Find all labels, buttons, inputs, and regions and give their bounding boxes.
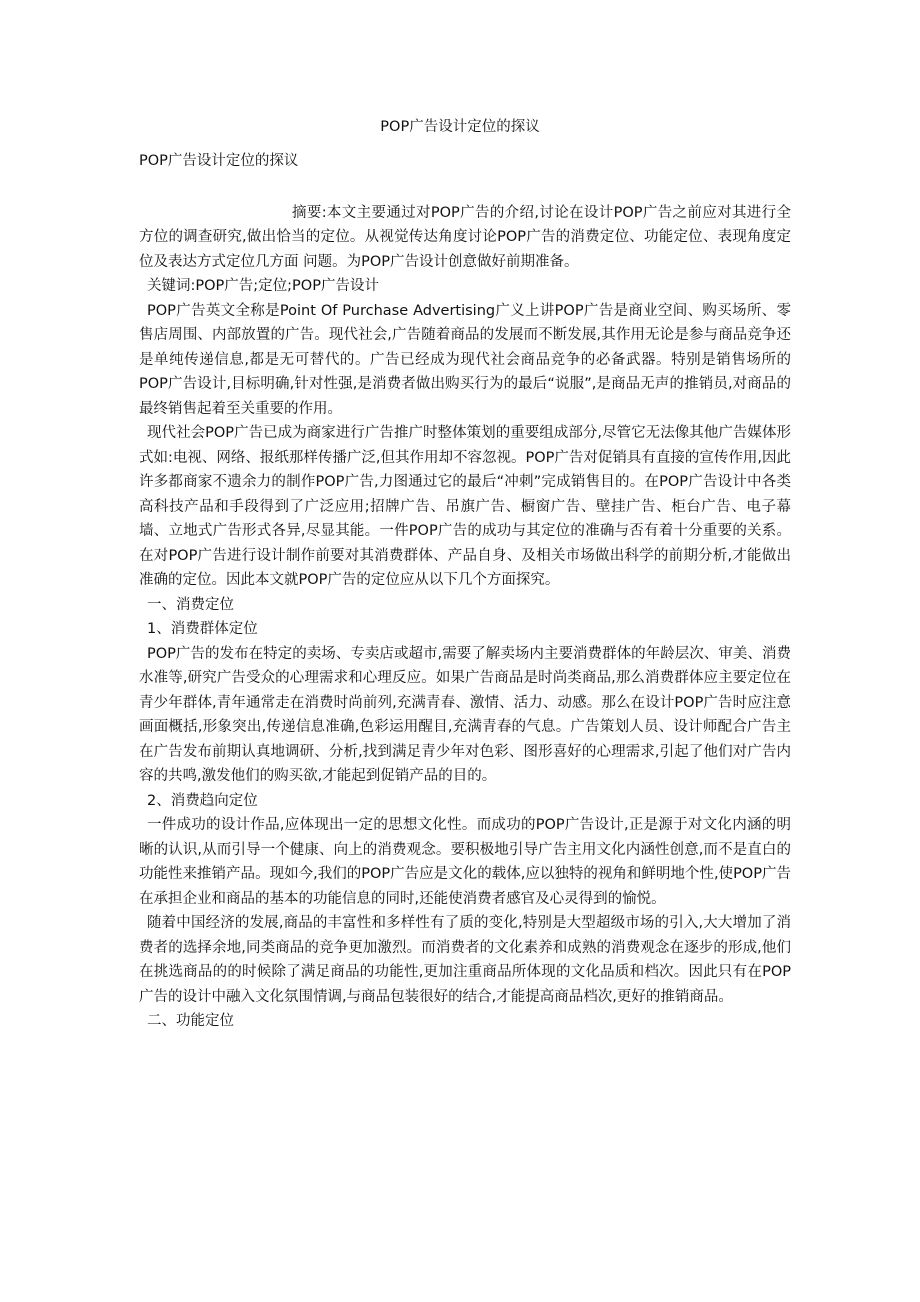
subsection-heading-consumption-trend: 2、消费趋向定位 — [147, 792, 258, 809]
consumption-trend-paragraph: 一件成功的设计作品,应体现出一定的思想文化性。而成功的POP广告设计,正是源于对文化内涵的明晰的认识,从而引导一个健康、向上的消费观念。要积极地引导广告主用文化内涵性创意,而不是直白的功能性来推销产品。现如今,我们的POP广告应是文化的载体,应以独特的视角和鲜明地个性,使POP广告在承担企业和商品的基本的功能信息的同时,还能使消费者感官及心灵得到的愉悦。 — [139, 817, 791, 907]
consumer-group-paragraph: POP广告的发布在特定的卖场、专卖店或超市,需要了解卖场内主要消费群体的年龄层次、审美、消费水准等,研究广告受众的心理需求和心理反应。如果广告商品是时尚类商品,那么消费群体应主要定位在青少年群体,青年通常走在消费时尚前列,充满青春、激情、活力、动感。那么在设计POP广告时应注意画面概括,形象突出,传递信息准确,色彩运用醒目,充满青春的气息。广告策划人员、设计师配合广告主在广告发布前期认真地调研、分析,找到满足青少年对色彩、图形喜好的心理需求,引起了他们对广告内容的共鸣,激发他们的购买欲,才能起到促销产品的目的。 — [139, 645, 791, 784]
document-title: POP广告设计定位的探议 — [380, 119, 540, 135]
abstract-paragraph: 摘要:本文主要通过对POP广告的介绍,讨论在设计POP广告之前应对其进行全方位的调查研究,做出恰当的定位。从视觉传达角度讨论POP广告的消费定位、功能定位、表现角度定位及表达方式定位几方面 问题。为POP广告设计创意做好前期准备。 — [139, 204, 791, 270]
subsection-heading-consumer-group: 1、消费群体定位 — [147, 621, 258, 637]
section-heading-function: 二、功能定位 — [147, 1013, 234, 1029]
document-body — [139, 149, 791, 1034]
economy-development-paragraph: 随着中国经济的发展,商品的丰富性和多样性有了质的变化,特别是大型超级市场的引入,大大增加了消费者的选择余地,同类商品的竞争更加激烈。而消费者的文化素养和成熟的消费观念在逐步的形成,他们在挑选商品的的时候除了满足商品的功能性,更加注重商品所体现的文化品质和档次。因此只有在POP广告的设计中融入文化氛围情调,与商品包装很好的结合,才能提高商品档次,更好的推销商品。 — [139, 915, 791, 1005]
intro-paragraph: POP广告英文全称是Point Of Purchase Advertising广义上讲POP广告是商业空间、购买场所、零售店周围、内部放置的广告。现代社会,广告随着商品的发展而不断发展,其作用无论是参与商品竞争还是单纯传递信息,都是无可替代的。广告已经成为现代社会商品竞争的必备武器。特别是销售场所的POP广告设计,目标明确,针对性强,是消费者做出购买行为的最后“说服”,是商品无声的推销员,对商品的最终销售起着至关重要的作用。 — [139, 302, 791, 417]
section-heading-consumption: 一、消费定位 — [147, 596, 234, 613]
document-subtitle: POP广告设计定位的探议 — [139, 153, 299, 169]
keywords-line: 关键词:POP广告;定位;POP广告设计 — [147, 278, 379, 294]
modern-pop-paragraph: 现代社会POP广告已成为商家进行广告推广时整体策划的重要组成部分,尽管它无法像其他广告媒体形式如:电视、网络、报纸那样传播广泛,但其作用却不容忽视。POP广告对促销具有直接的宣传作用,因此许多都商家不遗余力的制作POP广告,力图通过它的最后“冲刺”完成销售目的。在POP广告设计中各类高科技产品和手段得到了广泛应用;招牌广告、吊旗广告、橱窗广告、壁挂广告、柜台广告、电子幕墙、立地式广告形式各异,尽显其能。一件POP广告的成功与其定位的准确与否有着十分重要的关系。在对POP广告进行设计制作前要对其消费群体、产品自身、及相关市场做出科学的前期分析,才能做出准确的定位。因此本文就POP广告的定位应从以下几个方面探究。 — [139, 425, 792, 588]
